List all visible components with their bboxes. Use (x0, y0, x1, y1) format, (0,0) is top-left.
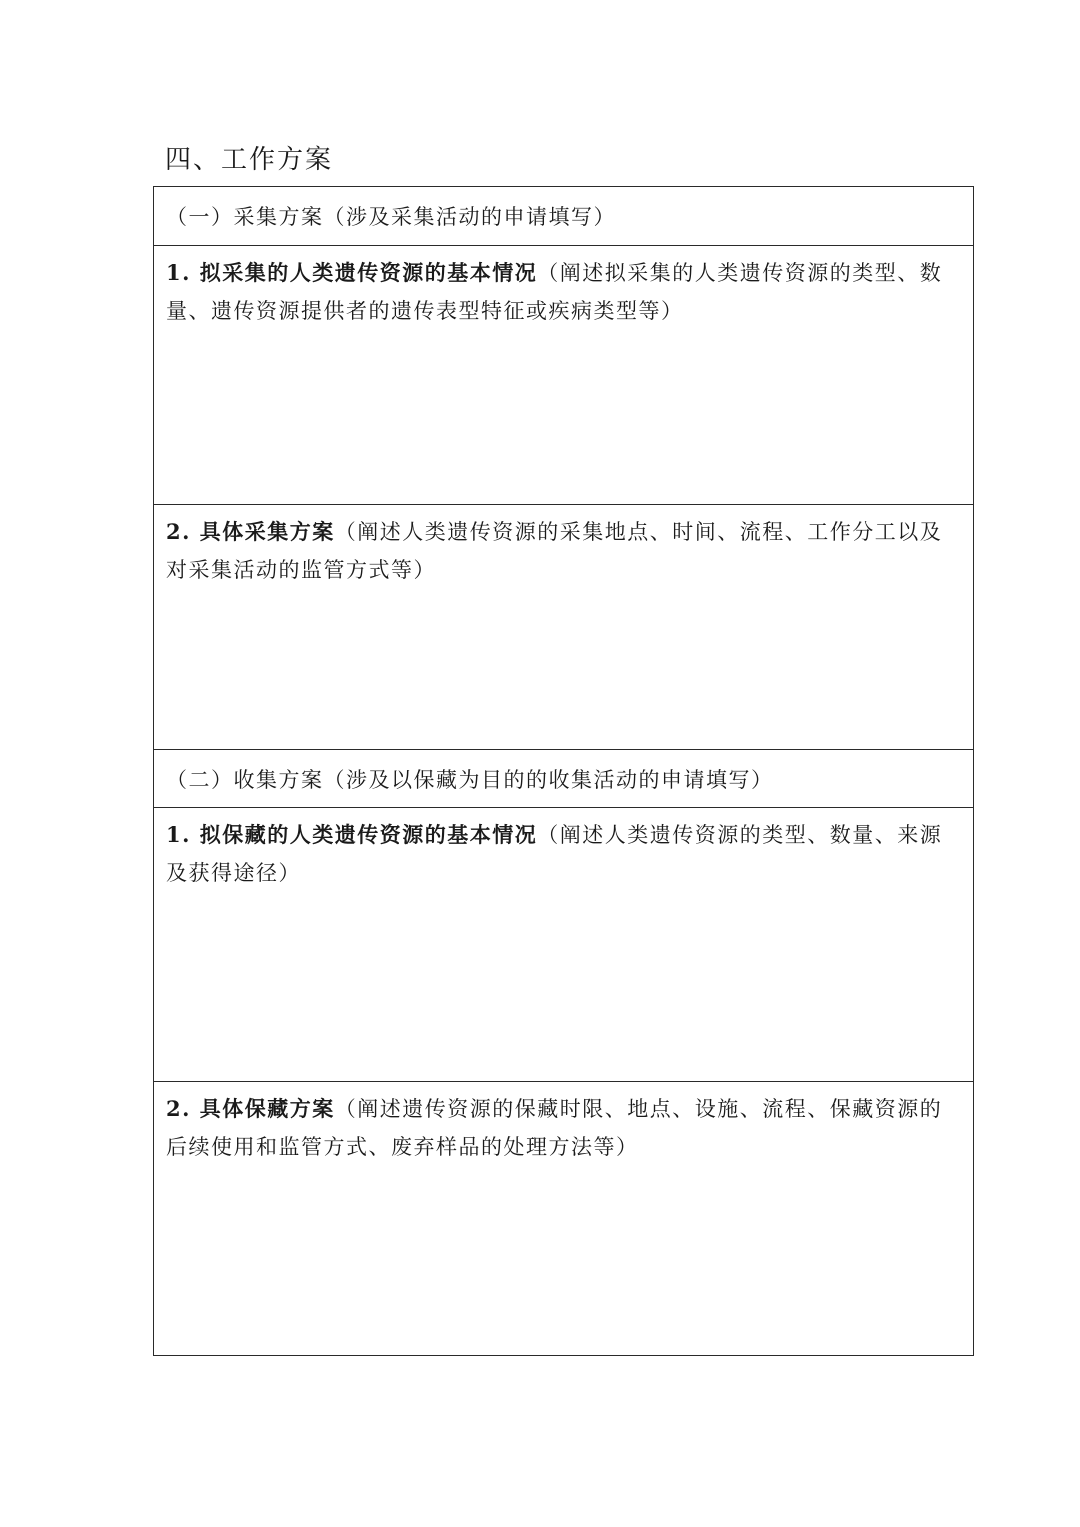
preservation-specific-plan-field[interactable] (154, 1081, 973, 1355)
section-heading: 四、工作方案 (165, 145, 334, 175)
collection-basic-info-label: 1. 拟采集的人类遗传资源的基本情况 (166, 260, 538, 285)
preservation-basic-info-field[interactable] (154, 807, 973, 1081)
work-plan-table (153, 186, 974, 1356)
preservation-specific-plan-hint: （阐述遗传资源的保藏时限、地点、设施、流程、保藏资源的后续使用和监管方式、废弃样品的处理方法等） (166, 1097, 943, 1159)
preservation-basic-info-label: 1. 拟保藏的人类遗传资源的基本情况 (166, 822, 538, 847)
collection-specific-plan-field[interactable] (154, 504, 973, 749)
preservation-specific-plan-label: 2. 具体保藏方案 (166, 1096, 335, 1121)
collection-specific-plan-label: 2. 具体采集方案 (166, 519, 335, 544)
collection-specific-plan-hint: （阐述人类遗传资源的采集地点、时间、流程、工作分工以及对采集活动的监管方式等） (166, 520, 943, 582)
preservation-plan-header (154, 749, 973, 807)
collection-plan-header (154, 187, 973, 245)
collection-basic-info-field[interactable] (154, 245, 973, 504)
preservation-plan-title: （二）收集方案（涉及以保藏为目的的收集活动的申请填写） (166, 767, 774, 792)
collection-plan-title: （一）采集方案（涉及采集活动的申请填写） (166, 205, 616, 229)
collection-basic-info-hint: （阐述拟采集的人类遗传资源的类型、数量、遗传资源提供者的遗传表型特征或疾病类型等） (166, 261, 943, 323)
preservation-basic-info-hint: （阐述人类遗传资源的类型、数量、来源及获得途径） (166, 823, 943, 885)
